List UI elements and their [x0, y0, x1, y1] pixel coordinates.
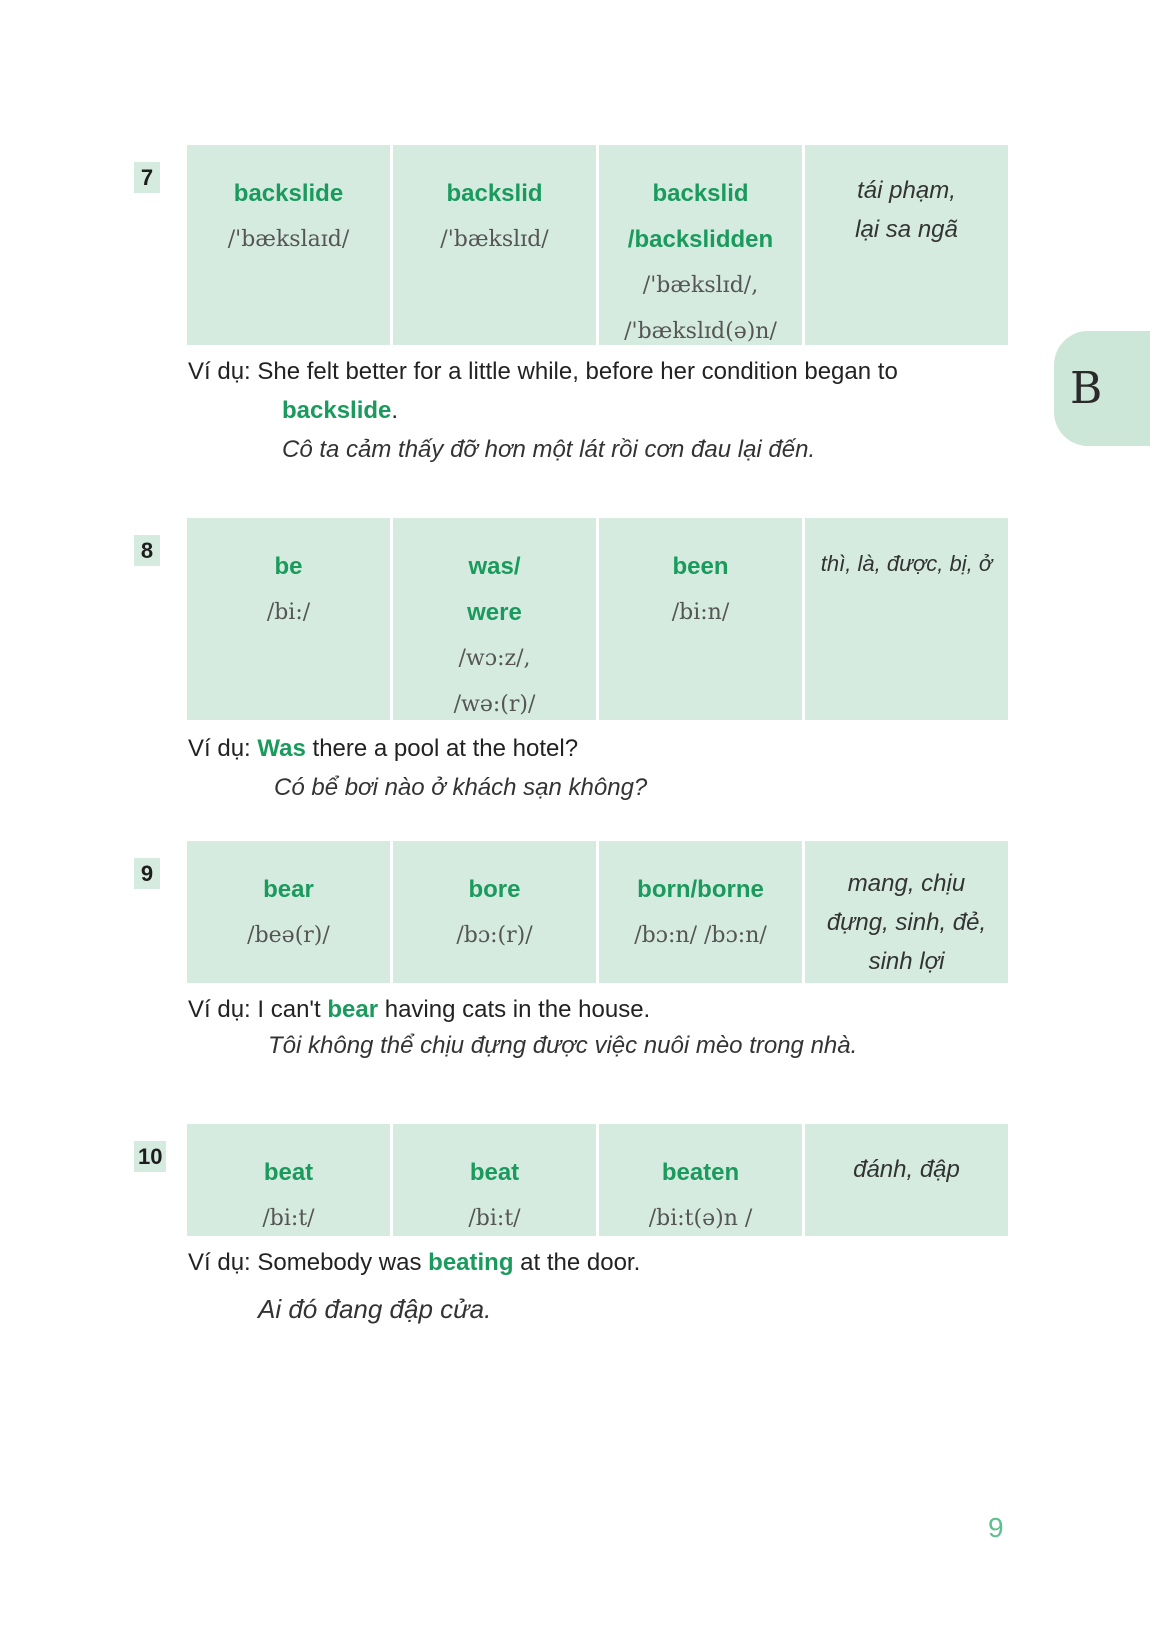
example-text-end: there a pool at the hotel? — [305, 735, 579, 762]
example-text-end: at the door. — [513, 1249, 641, 1276]
meaning-line: đựng, sinh, đẻ, — [826, 909, 987, 936]
meaning-line: mang, chịu — [847, 870, 966, 897]
past-participle-word-alt: /backslidden — [627, 226, 774, 253]
past-participle-word: beaten — [661, 1159, 740, 1186]
past-form-word: backslid — [446, 180, 543, 207]
past-form-word: bore — [468, 876, 521, 903]
base-form-ipa: /'bækslaɪd/ — [227, 227, 350, 252]
example-text: Somebody was — [257, 1249, 429, 1276]
example-highlight: Was — [257, 735, 306, 762]
meaning-cell — [805, 518, 1008, 720]
past-participle-ipa: /'bækslɪd/, — [642, 273, 759, 298]
past-form-ipa: /wɔ:z/, — [458, 646, 531, 671]
meaning-cell — [805, 841, 1008, 983]
entry-number: 7 — [134, 162, 160, 193]
meaning-line: lại sa ngã — [855, 216, 958, 243]
past-participle-word: been — [672, 553, 729, 580]
meaning-line: thì, là, được, bị, ở — [820, 551, 993, 576]
entry-number: 9 — [134, 858, 160, 889]
past-participle-ipa: /bi:t(ə)n / — [648, 1206, 753, 1231]
past-participle-ipa: /bi:n/ — [671, 600, 730, 625]
past-form-word: was/ — [468, 553, 521, 580]
past-participle-ipa: /bɔ:n/ /bɔ:n/ — [634, 923, 767, 948]
example-sentence — [188, 996, 650, 1024]
meaning-line: đánh, đập — [853, 1156, 960, 1183]
past-participle-word: born/borne — [637, 876, 764, 903]
verb-forms-table — [187, 841, 1008, 983]
past-participle-cell — [599, 1124, 802, 1236]
example-translation: Tôi không thể chịu đựng được việc nuôi mèo trong nhà. — [268, 1032, 858, 1059]
page-number: 9 — [988, 1512, 1004, 1543]
example-text-end: having cats in the house. — [378, 996, 651, 1023]
example-sentence — [188, 735, 578, 763]
example-prefix: Ví dụ: — [188, 735, 251, 762]
past-participle-cell — [599, 841, 802, 983]
example-highlight: backslide — [282, 397, 392, 424]
past-form-ipa: /bi:t/ — [468, 1206, 521, 1231]
base-form-cell — [187, 1124, 390, 1236]
verb-forms-table — [187, 518, 1008, 720]
example-translation: Cô ta cảm thấy đỡ hơn một lát rồi cơn đau lại đến. — [282, 436, 816, 463]
base-form-word: be — [274, 553, 303, 580]
past-form-cell — [393, 1124, 596, 1236]
past-form-cell — [393, 518, 596, 720]
example-text: She felt better for a little while, before her condition began to — [257, 358, 898, 385]
past-participle-cell — [599, 518, 802, 720]
past-form-ipa-alt: /wə:(r)/ — [453, 692, 536, 717]
example-text: I can't — [257, 996, 328, 1023]
past-participle-word: backslid — [652, 180, 749, 207]
base-form-word: beat — [263, 1159, 314, 1186]
meaning-line: tái phạm, — [857, 177, 956, 204]
verb-forms-table — [187, 145, 1008, 345]
base-form-ipa: /bi:/ — [266, 600, 311, 625]
example-sentence — [188, 358, 898, 386]
past-form-cell — [393, 841, 596, 983]
base-form-word: backslide — [233, 180, 344, 207]
example-translation: Có bể bơi nào ở khách sạn không? — [274, 774, 648, 801]
past-participle-ipa-alt: /'bækslɪd(ə)n/ — [624, 319, 777, 344]
entry-number: 10 — [134, 1141, 166, 1172]
example-prefix: Ví dụ: — [188, 358, 251, 385]
past-form-ipa: /bɔ:(r)/ — [456, 923, 533, 948]
example-sentence-continued — [282, 397, 398, 425]
entry-number: 8 — [134, 535, 160, 566]
example-text-end: . — [391, 397, 399, 424]
example-prefix: Ví dụ: — [188, 1249, 251, 1276]
section-letter-tab — [1054, 331, 1150, 446]
past-form-word-alt: were — [467, 599, 522, 626]
past-participle-cell — [599, 145, 802, 345]
meaning-line: sinh lợi — [868, 948, 945, 975]
example-sentence — [188, 1249, 640, 1277]
base-form-cell — [187, 841, 390, 983]
meaning-cell — [805, 145, 1008, 345]
example-prefix: Ví dụ: — [188, 996, 251, 1023]
meaning-cell — [805, 1124, 1008, 1236]
base-form-ipa: /beə(r)/ — [247, 923, 330, 948]
section-letter: B — [1070, 363, 1103, 414]
base-form-word: bear — [263, 876, 314, 903]
past-form-ipa: /'bækslɪd/ — [440, 227, 549, 252]
example-translation: Ai đó đang đập cửa. — [258, 1294, 492, 1324]
base-form-cell — [187, 518, 390, 720]
base-form-ipa: /bi:t/ — [262, 1206, 315, 1231]
example-highlight: bear — [327, 996, 379, 1023]
past-form-cell — [393, 145, 596, 345]
verb-forms-table — [187, 1124, 1008, 1236]
base-form-cell — [187, 145, 390, 345]
example-highlight: beating — [428, 1249, 514, 1276]
past-form-word: beat — [469, 1159, 520, 1186]
